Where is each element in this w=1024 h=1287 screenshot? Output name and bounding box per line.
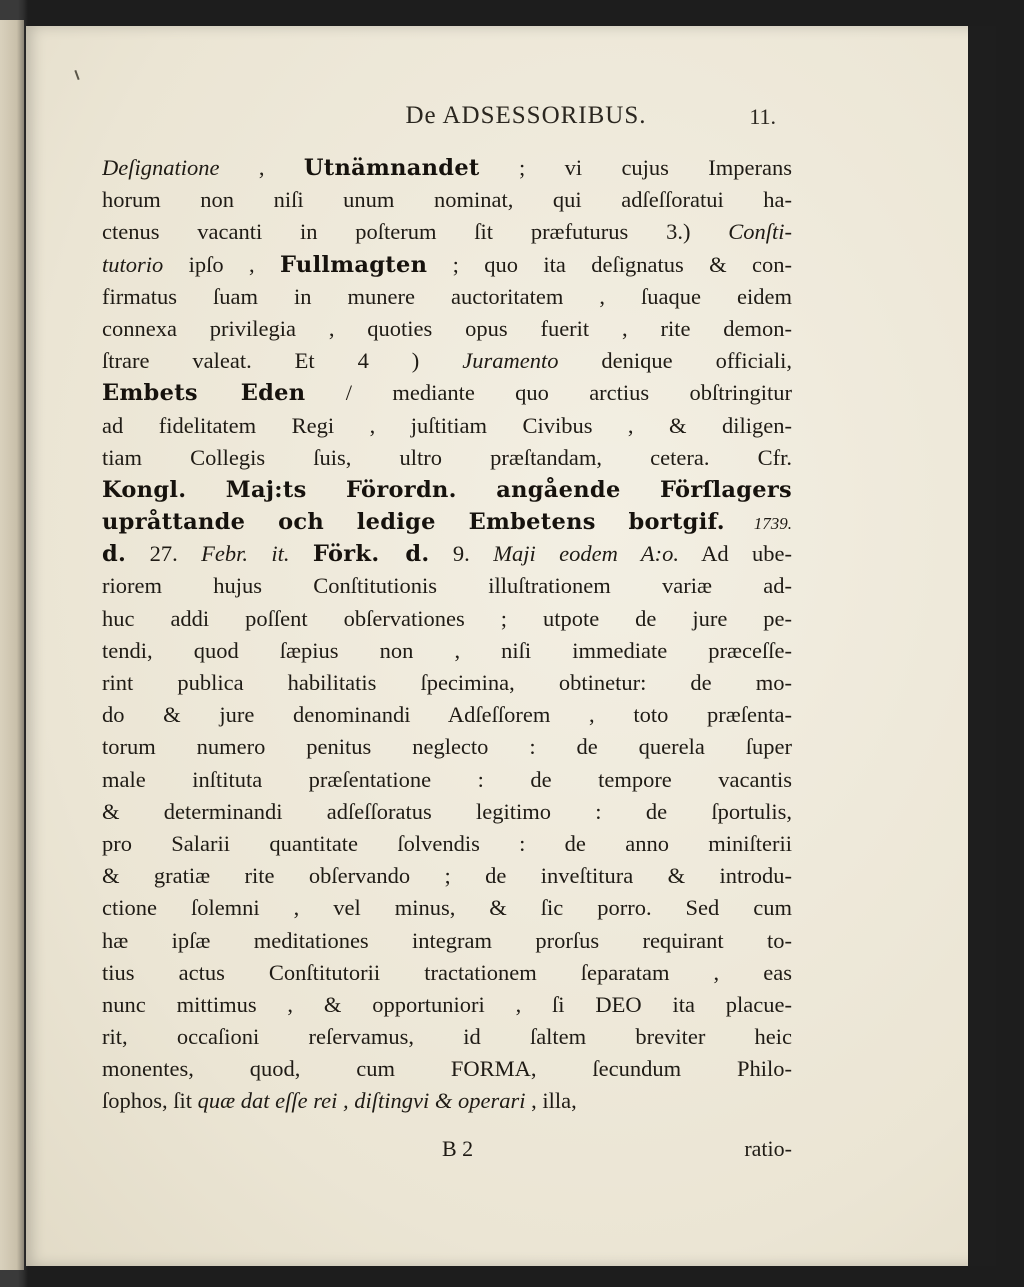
text-line [102,281,792,313]
text-run: & determinandi adſeſſoratus legitimo : de ſportulis, [102,798,792,824]
fraktur-phrase: Kongl. Maj:ts Förordn. angående Förſlagers [102,476,792,503]
text-run: 27. [126,541,202,567]
text-line [102,474,792,506]
text-line [102,764,792,796]
text-run: , illa, [525,1088,577,1114]
scan-background-right [968,26,996,1266]
text-line [102,570,792,602]
text-run: & gratiæ rite obſervando ; de inveſtitura & introdu- [102,863,792,889]
text-line [102,925,792,957]
text-line [102,249,792,281]
italic-phrase: Maji eodem A:o. [493,541,679,567]
fraktur-phrase: d. [102,541,127,568]
text-line [102,796,792,828]
fraktur-phrase: Utnämnandet [303,155,480,181]
text-run: hæ ipſæ meditationes integram prorſus requirant to- [102,927,792,953]
fraktur-phrase: upråttande och ledige Embetens bortgif. [102,509,725,536]
text-run: ſtrare valeat. Et 4 ) [102,348,463,374]
text-run: do & jure denominandi Adſeſſorem , toto præſenta- [102,702,792,728]
text-run: rint publica habilitatis ſpecimina, obtinetur: de mo- [102,670,792,695]
text-line [102,699,792,731]
text-run: , [219,155,304,180]
text-run: firmatus ſuam in munere auctoritatem , ſuaque eidem [102,283,792,309]
text-run: rit, occaſioni reſervamus, id ſaltem breviter heic [102,1024,792,1050]
text-line [102,345,792,377]
text-line [102,828,792,860]
text-run: pro Salarii quantitate ſolvendis : de anno miniſterii [102,830,792,856]
text-line [102,667,792,699]
italic-phrase: 1739. [724,514,792,534]
text-run [290,541,313,566]
text-line [102,635,792,667]
fraktur-phrase: Embets Eden [102,380,306,407]
text-run: tendi, quod ſæpius non , niſi immediate præceſſe- [102,637,792,663]
text-run: Ad ube- [678,541,792,567]
body-text [102,152,792,1118]
text-line [102,603,792,635]
text-run: tius actus Conſtitutorii tractationem ſeparatam , eas [102,959,792,985]
previous-page-edge [0,20,24,1270]
running-head: De ADSESSORIBUS. [405,102,647,129]
italic-phrase: Conſti- [728,219,792,245]
text-run: torum numero penitus neglecto : de querela ſuper [102,734,792,760]
text-line [102,892,792,924]
text-run: ctione ſolemni , vel minus, & ſic porro. Sed cum [102,895,792,921]
italic-phrase: Febr. it. [201,541,290,567]
text-run: ipſo , [163,251,281,277]
text-run: ; vi cujus Imperans [479,155,792,180]
italic-phrase: Deſignatione [102,155,220,180]
text-run: ſophos, ſit [102,1088,198,1114]
page-footer [102,1136,792,1170]
text-run: tiam Collegis ſuis, ultro præſtandam, cetera. Cfr. [102,444,792,470]
italic-phrase: tutorio [102,251,164,277]
ink-mark [74,70,79,80]
text-run: denique officiali, [558,348,792,374]
text-run: male inſtituta præſentatione : de tempore vacantis [102,766,792,792]
text-line [102,1021,792,1053]
text-line [102,313,792,345]
text-line [102,216,792,248]
text-line [102,731,792,763]
text-run: 9. [429,541,494,567]
page-number: 11. [749,104,776,129]
italic-phrase: Juramento [462,348,559,374]
text-line [102,989,792,1021]
text-line [102,442,792,474]
text-line [102,957,792,989]
text-run: huc addi poſſent obſervationes ; utpote de jure pe- [102,605,792,631]
text-line [102,377,792,409]
text-run: / mediante quo arctius obſtringitur [305,380,792,406]
text-line [102,1085,792,1117]
text-run: ctenus vacanti in poſterum ſit præfuturus 3.) [102,219,729,245]
text-line [102,184,792,216]
book-page [26,26,996,1266]
text-run: connexa privilegia , quoties opus fuerit , rite demon- [102,315,792,341]
text-run: monentes, quod, cum FORMA, ſecundum Philo- [102,1056,792,1082]
fraktur-phrase: Förk. d. [312,541,430,568]
text-run: nunc mittimus , & opportuniori , ſi DEO ita placue- [102,991,792,1017]
text-run: ad fidelitatem Regi , juſtitiam Civibus , & diligen- [102,412,792,438]
text-line [102,1053,792,1085]
text-run: riorem hujus Conſtitutionis illuſtrationem variæ ad- [102,573,792,599]
text-line [102,410,792,442]
text-run: horum non niſi unum nominat, qui adſeſſoratui ha- [102,187,792,213]
signature-mark: B 2 [442,1136,474,1161]
fraktur-phrase: Fullmagten [280,251,428,278]
catchword: ratio- [744,1136,792,1161]
text-line [102,506,792,538]
text-line [102,538,792,570]
text-run: ; quo ita deſignatus & con- [427,251,792,277]
text-line [102,152,792,184]
italic-phrase: quæ dat eſſe rei , diſtingvi & operari [197,1088,526,1114]
text-line [102,860,792,892]
